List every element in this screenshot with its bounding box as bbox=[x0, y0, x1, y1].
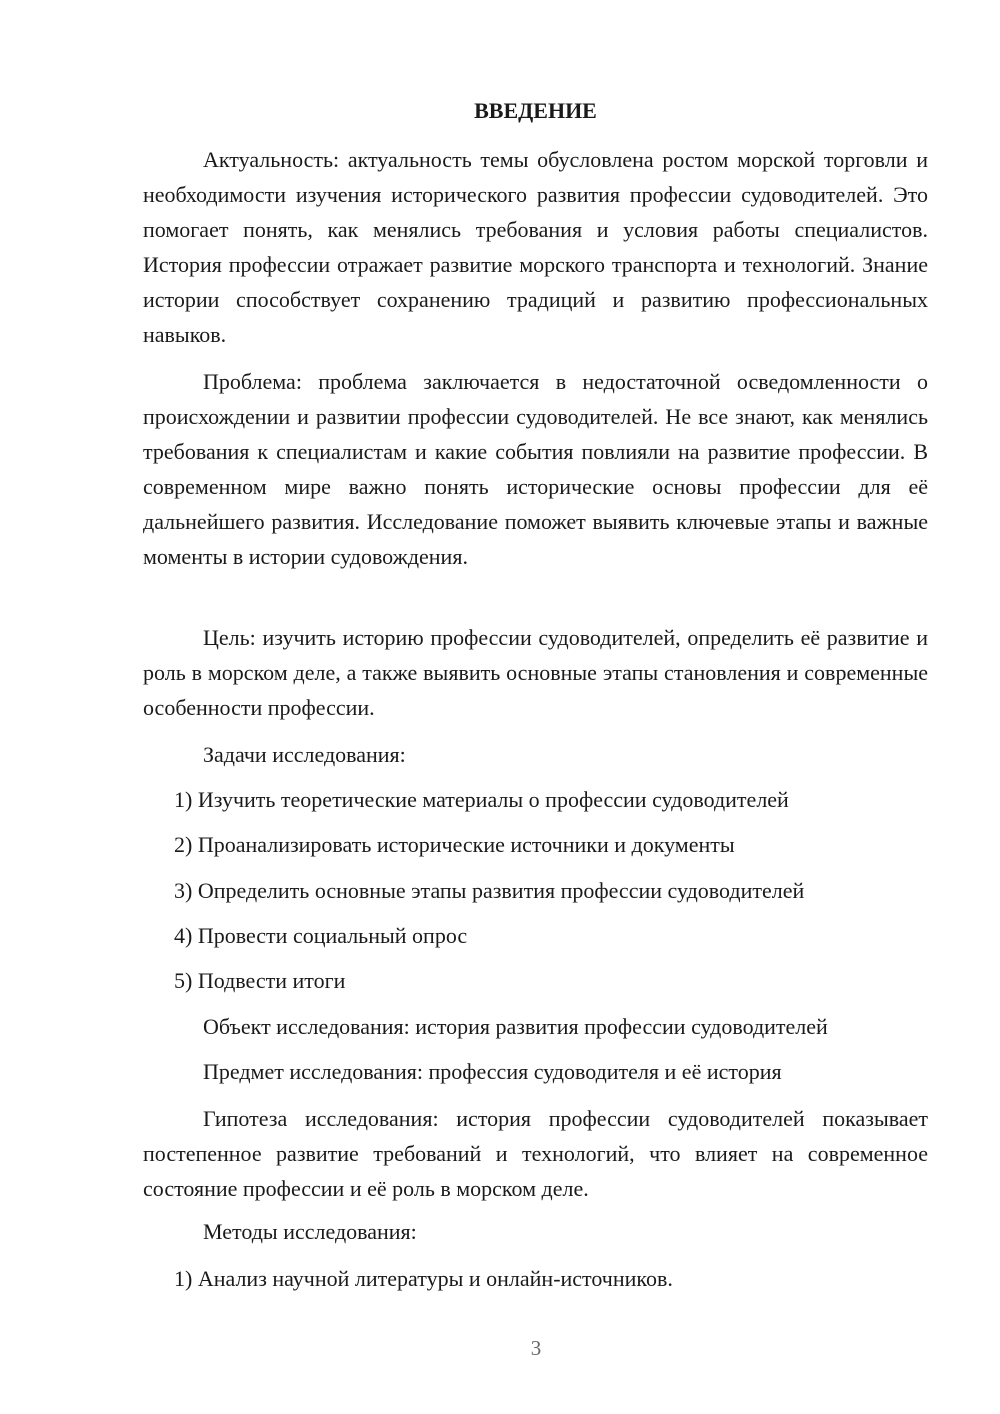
goal-paragraph: Цель: изучить историю профессии судоводителей, определить её развитие и роль в морском деле, а также выявить основные этапы становления и современные особенности профессии. bbox=[143, 625, 928, 720]
task-item-4: 4) Провести социальный опрос bbox=[174, 923, 468, 948]
task-item-1: 1) Изучить теоретические материалы о профессии судоводителей bbox=[174, 787, 789, 812]
hypothesis-paragraph: Гипотеза исследования: история профессии судоводителей показывает постепенное развитие требований и технологий, что влияет на современное состояние профессии и её роль в морском деле. bbox=[143, 1106, 928, 1201]
page-number: 3 bbox=[530, 1336, 542, 1360]
task-item-5: 5) Подвести итоги bbox=[174, 968, 346, 993]
method-item-1: 1) Анализ научной литературы и онлайн-источников. bbox=[174, 1266, 673, 1291]
research-object: Объект исследования: история развития профессии судоводителей bbox=[203, 1014, 828, 1039]
research-subject: Предмет исследования: профессия судоводителя и её история bbox=[203, 1059, 782, 1084]
problem-paragraph: Проблема: проблема заключается в недостаточной осведомленности о происхождении и развитии профессии судоводителей. Не все знают, как менялись требования к специалистам и какие события повлияли на развитие профессии. В современном мире важно понять исторические основы профессии для её дальнейшего развития. Исследование поможет выявить ключевые этапы и важные моменты в истории судовождения. bbox=[143, 369, 928, 569]
methods-heading: Методы исследования: bbox=[203, 1219, 417, 1244]
task-item-2: 2) Проанализировать исторические источники и документы bbox=[174, 832, 735, 857]
task-item-3: 3) Определить основные этапы развития профессии судоводителей bbox=[174, 878, 805, 903]
page-title: ВВЕДЕНИЕ bbox=[474, 98, 597, 123]
relevance-paragraph: Актуальность: актуальность темы обусловлена ростом морской торговли и необходимости изучения исторического развития профессии судоводителей. Это помогает понять, как менялись требования и условия работы специалистов. История профессии отражает развитие морского транспорта и технологий. Знание истории способствует сохранению традиций и развитию профессиональных навыков. bbox=[143, 147, 928, 347]
tasks-heading: Задачи исследования: bbox=[203, 742, 406, 767]
